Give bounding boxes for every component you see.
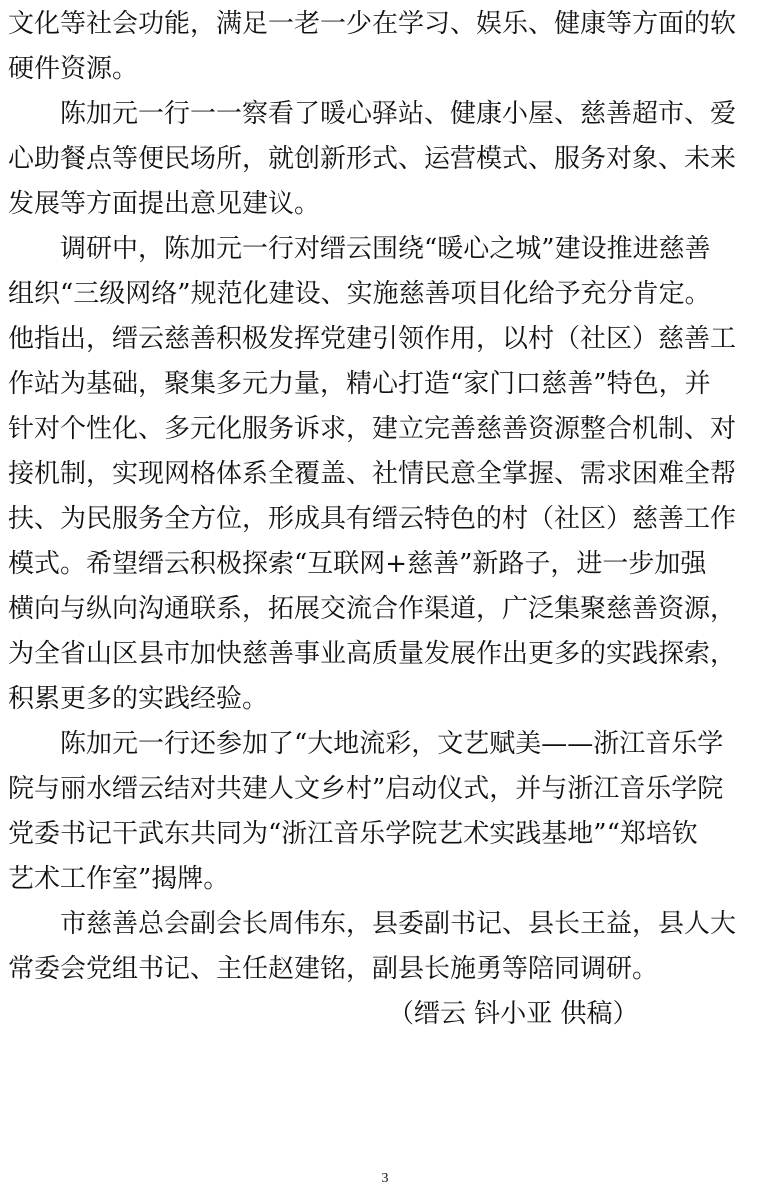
paragraph-3 [8, 227, 763, 722]
text-line: 接机制，实现网格体系全覆盖、社情民意全掌握、需求困难全帮 [8, 459, 737, 489]
page-number: 3 [381, 1171, 389, 1186]
text-line: 陈加元一行一一察看了暖心驿站、健康小屋、慈善超市、爱 [60, 99, 737, 129]
text-line: 陈加元一行还参加了“大地流彩，文艺赋美——浙江音乐学 [60, 729, 724, 759]
article-body [8, 2, 763, 1037]
text-line: 市慈善总会副会长周伟东，县委副书记、县长王益，县人大 [60, 909, 737, 939]
text-line: 发展等方面提出意见建议。 [8, 189, 321, 219]
text-line: 他指出，缙云慈善积极发挥党建引领作用，以村（社区）慈善工 [8, 324, 737, 354]
text-line: 扶、为民服务全方位，形成具有缙云特色的村（社区）慈善工作 [8, 504, 737, 534]
paragraph-4 [8, 722, 763, 902]
text-line: 积累更多的实践经验。 [8, 684, 269, 714]
text-line: 硬件资源。 [8, 54, 139, 84]
text-line: 党委书记干武东共同为“浙江音乐学院艺术实践基地”“郑培钦 [8, 819, 698, 849]
author-credit: （缙云 钭小亚 供稿） [388, 999, 639, 1029]
text-line: 艺术工作室”揭牌。 [8, 864, 230, 894]
text-line: 针对个性化、多元化服务诉求，建立完善慈善资源整合机制、对 [8, 414, 737, 444]
text-line: 横向与纵向沟通联系，拓展交流合作渠道，广泛集聚慈善资源， [8, 594, 737, 624]
text-line: 文化等社会功能，满足一老一少在学习、娱乐、健康等方面的软 [8, 9, 737, 39]
text-line: 院与丽水缙云结对共建人文乡村”启动仪式，并与浙江音乐学院 [8, 774, 724, 804]
paragraph-1 [8, 2, 763, 92]
text-line: 常委会党组书记、主任赵建铭，副县长施勇等陪同调研。 [8, 954, 659, 984]
paragraph-5 [8, 902, 763, 992]
text-line: 心助餐点等便民场所，就创新形式、运营模式、服务对象、未来 [8, 144, 737, 174]
text-line: 模式。希望缙云积极探索“互联网+慈善”新路子，进一步加强 [8, 549, 707, 579]
text-line: 组织“三级网络”规范化建设、实施慈善项目化给予充分肯定。 [8, 279, 711, 309]
text-line: 作站为基础，聚集多元力量，精心打造“家门口慈善”特色，并 [8, 369, 711, 399]
paragraph-2 [8, 92, 763, 227]
text-line: 为全省山区县市加快慈善事业高质量发展作出更多的实践探索， [8, 639, 737, 669]
text-line: 调研中，陈加元一行对缙云围绕“暖心之城”建设推进慈善 [60, 234, 711, 264]
